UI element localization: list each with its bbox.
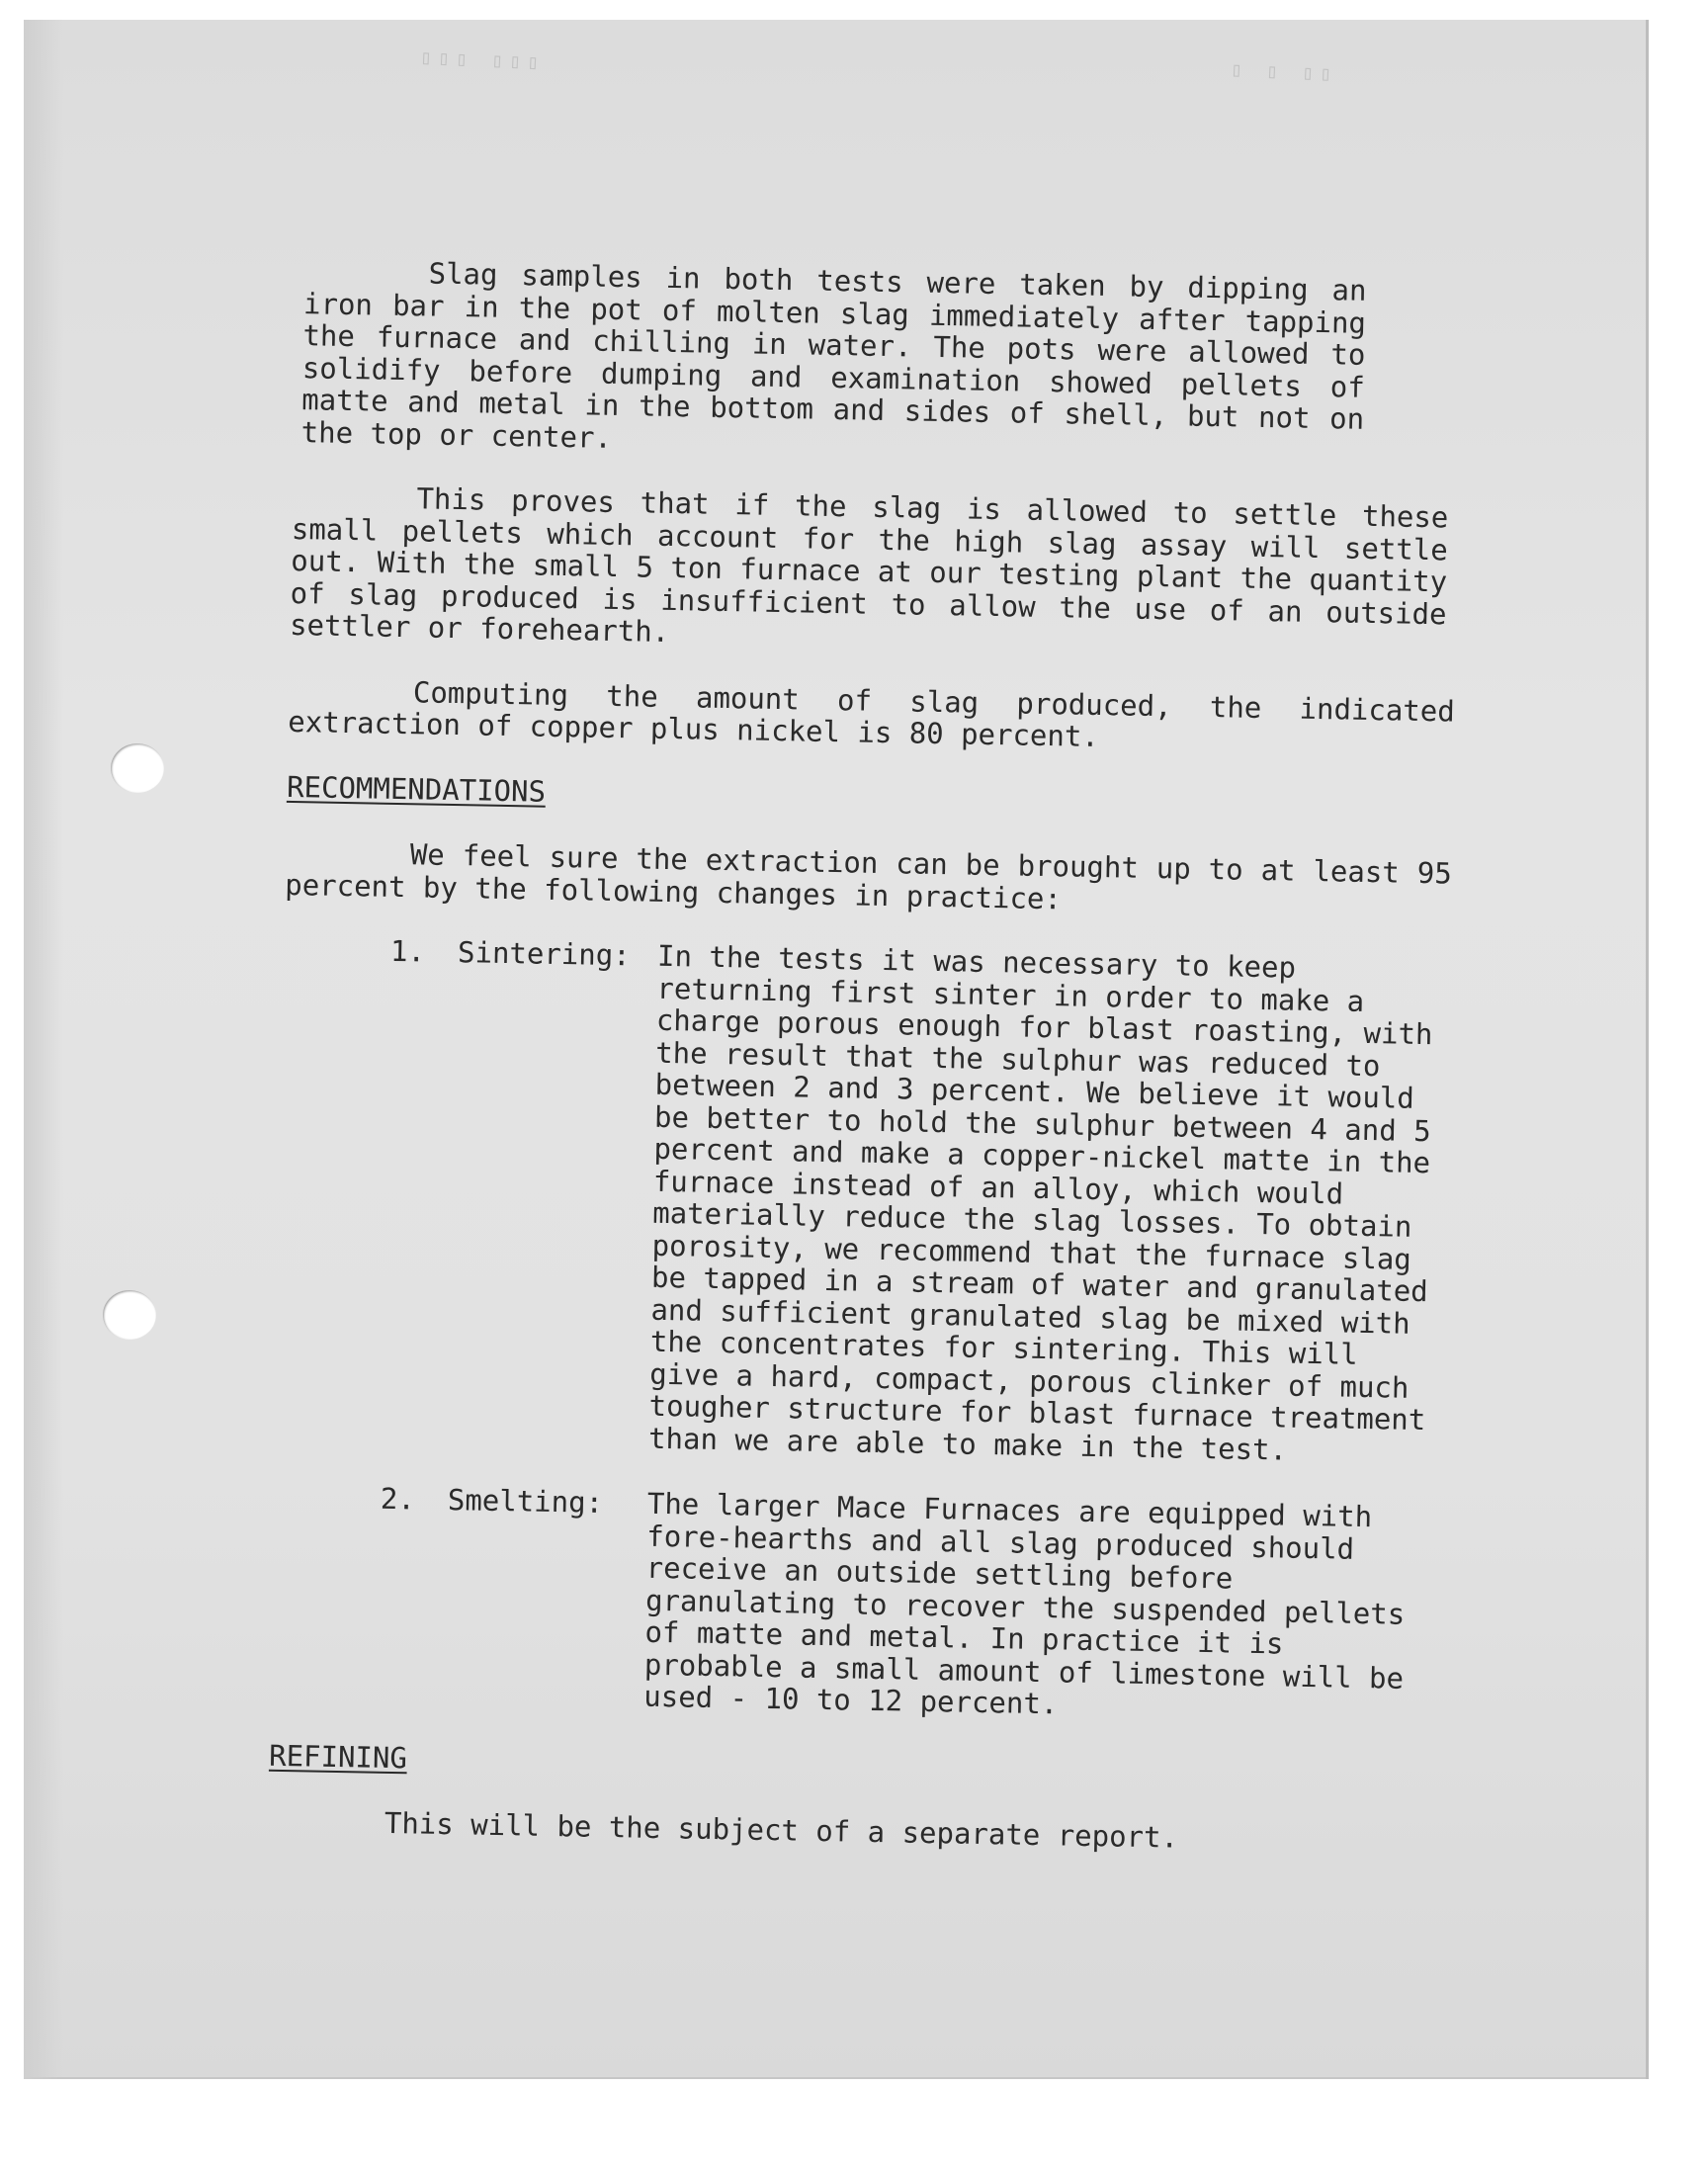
refining-heading: REFINING xyxy=(268,1738,408,1775)
punch-hole-lower xyxy=(103,1290,156,1340)
punch-hole-upper xyxy=(111,743,164,793)
refining-text: This will be the subject of a separate report. xyxy=(384,1805,1179,1855)
paragraph-slag-samples: Slag samples in both tests were taken by dipping an iron bar in the pot of molten slag immediately after tapping the furnace and chilling in water. The pots were allowed to solidify before dumping and examination showed pellets of matte and metal in the bottom and sides of shell, but not on the top or center. xyxy=(300,256,1367,455)
paper-left-edge-shadow xyxy=(24,20,63,2079)
faint-bleedthrough-mark-right: ▯ ▯ ▯▯ xyxy=(1230,56,1338,86)
faint-bleedthrough-mark-left: ▯▯▯ ▯▯▯ xyxy=(419,44,546,74)
typed-report-page xyxy=(268,255,1502,1860)
item-label: Sintering: xyxy=(457,935,631,973)
item-number: 2. xyxy=(380,1481,416,1517)
recommendation-item-smelting xyxy=(270,1481,1480,1728)
item-number: 1. xyxy=(389,933,426,969)
paragraph-extraction-computation: Computing the amount of slag produced, the indicated extraction of copper plus nickel is 80 percent. xyxy=(288,674,1456,753)
recommendations-intro: We feel sure the extraction can be brought up to at least 95 percent by the following changes in practice: xyxy=(285,837,1453,915)
recommendations-heading: RECOMMENDATIONS xyxy=(286,769,547,809)
paragraph-slag-settling: This proves that if the slag is allowed to settle these small pellets which account for the high slag assay will settle out. With the small 5 ton furnace at our testing plant the quantity of slag produced is insufficient to allow the use of an outside settler or forehearth. xyxy=(289,481,1449,649)
item-text: The larger Mace Furnaces are equipped with fore-hearths and all slag produced should receive an outside settling before granulating to recover the suspended pellets of matte and metal. In practice it is probable a small amount of limestone will be used - 10 to 12 percent. xyxy=(643,1486,1406,1721)
item-text: In the tests it was necessary to keep returning first sinter in order to make a charge porous enough for blast roasting, with the result that the sulphur was reduced to between 2 and 3 percent. We believe it would be better to hold the sulphur between 4 and 5 percent and make a copper-nickel matte in the furnace instead of an alloy, which would materially reduce the slag losses. To obtain porosity, we recommend that the furnace slag be tapped in a stream of water and granulated and sufficient granulated slag be mixed with the concentrates for sintering. This will give a hard, compact, porous clinker of much tougher structure for blast furnace treatment than we are able to make in the test. xyxy=(647,938,1433,1467)
recommendation-item-sintering xyxy=(275,933,1490,1469)
item-label: Smelting: xyxy=(447,1483,604,1520)
